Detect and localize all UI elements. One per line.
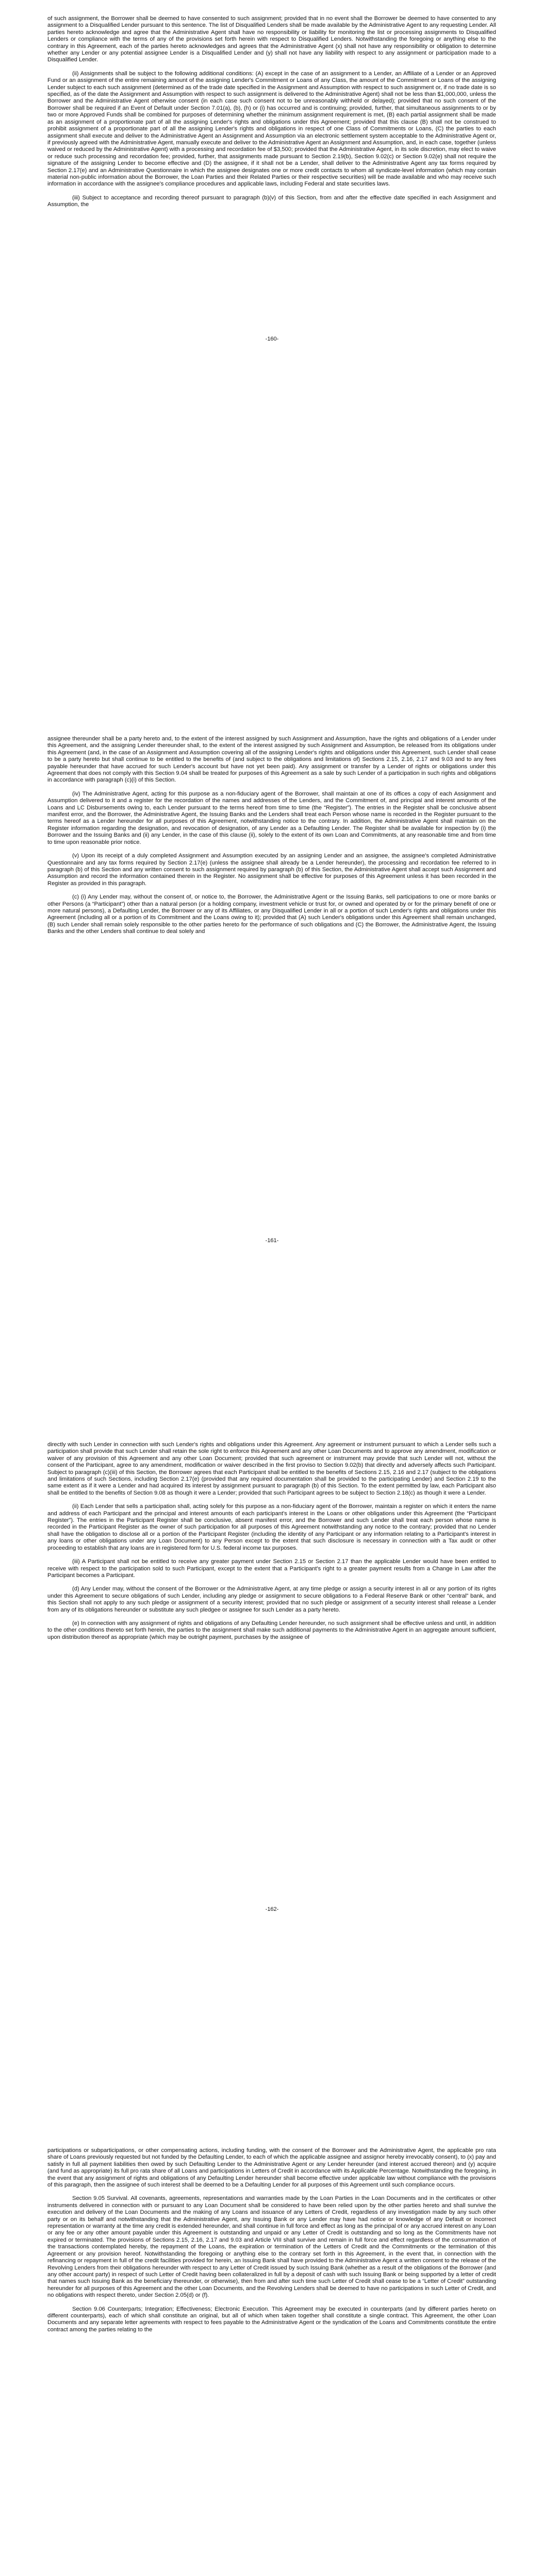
document-page	[0, 2128, 544, 2576]
paragraph: (c) (i) Any Lender may, without the consent of, or notice to, the Borrower, the Administrative Agent or the Issuing Banks, sell participations to one or more banks or other Persons (a “Participant”) other than a natural person (or a holding company, investment vehicle or trust for, or owned and operated by or for the primary benefit of one or more natural persons), a Defaulting Lender, the Borrower or any of its Affiliates, or any Disqualified Lender in all or a portion of such Lender's rights and obligations under this Agreement (including all or a portion of its Commitment and the Loans owing to it); provided that (A) such Lender's obligations under this Agreement shall remain unchanged, (B) such Lender shall remain solely responsible to the other parties hereto for the performance of such obligations and (C) the Borrower, the Administrative Agent, the Issuing Banks and the other Lenders shall continue to deal solely and	[47, 894, 496, 935]
paragraph: (ii) Each Lender that sells a participation shall, acting solely for this purpose as a non-fiduciary agent of the Borrower, maintain a register on which it enters the name and address of each Participant and the principal and interest amounts of each participant's interest in the Loans or other obligations under this Agreement (the “Participant Register”). The entries in the Participant Register shall be conclusive, absent manifest error, and the Borrower and such Lender shall treat each person whose name is recorded in the Participant Register as the owner of such participation for all purposes of this Agreement notwithstanding any notice to the contrary; provided that no Lender shall have the obligation to disclose all or a portion of the Participant Register (including the identity of any Participant or any information relating to a Participant's interest in any loans or other obligations under any Loan Document) to any Person except to the extent that such disclosure is necessary in connection with a Tax audit or other proceeding to establish that any loans are in registered form for U.S. federal income tax purposes.	[47, 1503, 496, 1551]
paragraph: (d) Any Lender may, without the consent of the Borrower or the Administrative Agent, at any time pledge or assign a security interest in all or any portion of its rights under this Agreement to secure obligations of such Lender, including any pledge or assignment to secure obligations to a Federal Reserve Bank or other “central” bank, and this Section shall not apply to any such pledge or assignment of a security interest; provided that no such pledge or assignment of a security interest shall release a Lender from any of its obligations hereunder or substitute any such pledgee or assignee for such Lender as a party hereto.	[47, 1586, 496, 1613]
paragraph: participations or subparticipations, or other compensating actions, including funding, with the consent of the Borrower and the Administrative Agent, the applicable pro rata share of Loans previously requested but not funded by the Defaulting Lender, to each of which the applicable assignee and assignor hereby irrevocably consent), to (x) pay and satisfy in full all payment liabilities then owed by such Defaulting Lender to the Administrative Agent or any Lender hereunder (and interest accrued thereon) and (y) acquire (and fund as appropriate) its full pro rata share of all Loans and participations in Letters of Credit in accordance with its Applicable Percentage. Notwithstanding the foregoing, in the event that any assignment of rights and obligations of any Defaulting Lender hereunder shall become effective under applicable law without compliance with the provisions of this paragraph, then the assignee of such interest shall be deemed to be a Defaulting Lender for all purposes of this Agreement until such compliance occurs.	[47, 2147, 496, 2189]
paragraph: Section 9.05 Survival. All covenants, agreements, representations and warranties made by the Loan Parties in the Loan Documents and in the certificates or other instruments delivered in connection with or pursuant to any Loan Document shall be considered to have been relied upon by the other parties hereto and shall survive the execution and delivery of the Loan Documents and the making of any Loans and issuance of any Letters of Credit, regardless of any investigation made by any such other party or on its behalf and notwithstanding that the Administrative Agent, any Issuing Bank or any Lender may have had notice or knowledge of any Default or incorrect representation or warranty at the time any credit is extended hereunder, and shall continue in full force and effect as long as the principal of or any accrued interest on any Loan or any fee or any other amount payable under this Agreement is outstanding and unpaid or any Letter of Credit is outstanding and so long as the Commitments have not expired or terminated. The provisions of Sections 2.15, 2.16, 2.17 and 9.03 and Article VIII shall survive and remain in full force and effect regardless of the consummation of the transactions contemplated hereby, the repayment of the Loans, the expiration or termination of the Letters of Credit and the Commitments or the termination of this Agreement or any provision hereof. Notwithstanding the foregoing or anything else to the contrary set forth in this Agreement, in the event that, in connection with the refinancing or repayment in full of the credit facilities provided for herein, an Issuing Bank shall have provided to the Administrative Agent a written consent to the release of the Revolving Lenders from their obligations hereunder with respect to any Letter of Credit issued by such Issuing Bank (whether as a result of the obligations of the Borrower (and any other account party) in respect of such Letter of Credit having been collateralized in full by a deposit of cash with such Issuing Bank or being supported by a letter of credit that names such Issuing Bank as the beneficiary thereunder, or otherwise), then from and after such time such Letter of Credit shall cease to be a “Letter of Credit” outstanding hereunder for all purposes of this Agreement and the other Loan Documents, and the Revolving Lenders shall be deemed to have no participations in such Letter of Credit, and no obligations with respect thereto, under Section 2.05(d) or (f).	[47, 2195, 496, 2299]
paragraph: directly with such Lender in connection with such Lender's rights and obligations under this Agreement. Any agreement or instrument pursuant to which a Lender sells such a participation shall provide that such Lender shall retain the sole right to enforce this Agreement and any other Loan Documents and to approve any amendment, modification or waiver of any provision of this Agreement and any other Loan Document; provided that such agreement or instrument may provide that such Lender will not, without the consent of the Participant, agree to any amendment, modification or waiver described in the first proviso to Section 9.02(b) that directly and adversely affects such Participant. Subject to paragraph (c)(iii) of this Section, the Borrower agrees that each Participant shall be entitled to the benefits of Sections 2.15, 2.16 and 2.17 (subject to the obligations and limitations of such Sections, including Section 2.17(e) (provided that any required documentation shall be provided to the participating Lender) and Section 2.19 to the same extent as if it were a Lender and had acquired its interest by assignment pursuant to paragraph (b) of this Section. To the extent permitted by law, each Participant also shall be entitled to the benefits of Section 9.08 as though it were a Lender; provided that such Participant agrees to be subject to Section 2.18(c) as though it were a Lender.	[47, 1442, 496, 1496]
page-number: -162-	[265, 1906, 279, 1912]
paragraph: (iii) A Participant shall not be entitled to receive any greater payment under Section 2.15 or Section 2.17 than the applicable Lender would have been entitled to receive with respect to the participation sold to such Participant, except to the extent that a Participant's right to a greater payment results from a Change in Law after the Participant becomes a Participant.	[47, 1558, 496, 1579]
paragraph: Section 9.06 Counterparts; Integration; Effectiveness; Electronic Execution. This Agreement may be executed in counterparts (and by different parties hereto on different counterparts), each of which shall constitute an original, but all of which when taken together shall constitute a single contract. This Agreement, the other Loan Documents and any separate letter agreements with respect to fees payable to the Administrative Agent or the syndication of the Loans and Commitments constitute the entire contract among the parties relating to the	[47, 2306, 496, 2333]
paragraph: assignee thereunder shall be a party hereto and, to the extent of the interest assigned by such Assignment and Assumption, have the rights and obligations of a Lender under this Agreement, and the assigning Lender thereunder shall, to the extent of the interest assigned by such Assignment and Assumption, be released from its obligations under this Agreement (and, in the case of an Assignment and Assumption covering all of the assigning Lender's rights and obligations under this Agreement, such Lender shall cease to be a party hereto but shall continue to be entitled to the benefits of (and subject to the obligations and limitations of) Sections 2.15, 2.16, 2.17 and 9.03 and to any fees payable hereunder that have accrued for such Lender's account but have not yet been paid). Any assignment or transfer by a Lender of rights or obligations under this Agreement that does not comply with this Section 9.04 shall be treated for purposes of this Agreement as a sale by such Lender of a participation in such rights and obligations in accordance with paragraph (c)(i) of this Section.	[47, 736, 496, 784]
page-body	[47, 2147, 496, 2340]
paragraph: of such assignment, the Borrower shall be deemed to have consented to such assignment; provided that in no event shall the Borrower be deemed to have consented to any assignment to a Disqualified Lender pursuant to this sentence. The list of Disqualified Lenders shall be made available by the Administrative Agent to any requesting Lender. All parties hereto acknowledge and agree that the Administrative Agent shall have no responsibility or liability for monitoring the list or processing assignments to Disqualified Lenders or compliance with the terms of any of the provisions set forth herein with respect to Disqualified Lenders. Notwithstanding the foregoing or anything else to the contrary in this Agreement, each of the parties hereto acknowledges and agrees that the Administrative Agent (x) shall not have any responsibility or obligation to determine whether any Lender or any potential assignee Lender is a Disqualified Lender and (y) shall not have any liability with respect to any assignment or participation made to a Disqualified Lender.	[47, 15, 496, 63]
page-body	[47, 1442, 496, 1648]
page-number: -160-	[265, 336, 279, 342]
page-body	[47, 15, 496, 215]
document-page	[0, 1422, 544, 2128]
paragraph: (iv) The Administrative Agent, acting for this purpose as a non-fiduciary agent of the Borrower, shall maintain at one of its offices a copy of each Assignment and Assumption delivered to it and a register for the recordation of the names and addresses of the Lenders, and the Commitment of, and principal and interest amounts of the Loans and LC Disbursements owing to, each Lender pursuant to the terms hereof from time to time (the “Register”). The entries in the Register shall be conclusive absent manifest error, and the Borrower, the Administrative Agent, the Issuing Banks and the Lenders shall treat each Person whose name is recorded in the Register pursuant to the terms hereof as a Lender hereunder for all purposes of this Agreement, notwithstanding notice to the contrary. In addition, the Administrative Agent shall maintain on the Register information regarding the designation, and revocation of designation, of any Lender as a Defaulting Lender. The Register shall be available for inspection by (i) the Borrower and the Issuing Banks and (ii) any Lender, in the case of this clause (ii), solely to the extent of its own Loan and Commitments, at any reasonable time and from time to time upon reasonable prior notice.	[47, 790, 496, 845]
page-body	[47, 736, 496, 942]
paragraph: (e) In connection with any assignment of rights and obligations of any Defaulting Lender hereunder, no such assignment shall be effective unless and until, in addition to the other conditions thereto set forth herein, the parties to the assignment shall make such additional payments to the Administrative Agent in an aggregate amount sufficient, upon distribution thereof as appropriate (which may be outright payment, purchases by the assignee of	[47, 1620, 496, 1640]
paragraph: (v) Upon its receipt of a duly completed Assignment and Assumption executed by an assigning Lender and an assignee, the assignee's completed Administrative Questionnaire and any tax forms required by Section 2.17(e) (unless the assignee shall already be a Lender hereunder), the processing and recordation fee referred to in paragraph (b) of this Section and any written consent to such assignment required by paragraph (b) of this Section, the Administrative Agent shall accept such Assignment and Assumption and record the information contained therein in the Register. No assignment shall be effective for purposes of this Agreement unless it has been recorded in the Register as provided in this paragraph.	[47, 853, 496, 887]
document-page	[0, 716, 544, 1422]
paragraph: (iii) Subject to acceptance and recording thereof pursuant to paragraph (b)(v) of this Section, from and after the effective date specified in each Assignment and Assumption, the	[47, 194, 496, 208]
document-page	[0, 0, 544, 716]
paragraph: (ii) Assignments shall be subject to the following additional conditions: (A) except in the case of an assignment to a Lender, an Affiliate of a Lender or an Approved Fund or an assignment of the entire remaining amount of the assigning Lender's Commitment or Loans of any Class, the amount of the Commitment or Loans of the assigning Lender subject to each such assignment (determined as of the trade date specified in the Assignment and Assumption with respect to such assignment or, if no trade date is so specified, as of the date the Assignment and Assumption with respect to such assignment is delivered to the Administrative Agent) shall not be less than $1,000,000, unless the Borrower and the Administrative Agent otherwise consent (in each case such consent not to be unreasonably withheld or delayed); provided that no such consent of the Borrower shall be required if an Event of Default under Section 7.01(a), (b), (h) or (i) has occurred and is continuing; provided, further, that simultaneous assignments to or by two or more Approved Funds shall be combined for purposes of determining whether the minimum assignment requirement is met, (B) each partial assignment shall be made as an assignment of a proportionate part of all the assigning Lender's rights and obligations under this Agreement; provided that this clause (B) shall not be construed to prohibit assignment of a proportionate part of all the assigning Lender's rights and obligations in respect of one Class of Commitments or Loans, (C) the parties to each assignment shall execute and deliver to the Administrative Agent an Assignment and Assumption via an electronic settlement system acceptable to the Administrative Agent or, if previously agreed with the Administrative Agent, manually execute and deliver to the Administrative Agent an Assignment and Assumption, and, in each case, together (unless waived or reduced by the Administrative Agent) with a processing and recordation fee of $3,500; provided that the Administrative Agent, in its sole discretion, may elect to waive or reduce such processing and recordation fee; provided, further, that assignments made pursuant to Section 2.19(b), Section 9.02(c) or Section 9.02(e) shall not require the signature of the assigning Lender to become effective and (D) the assignee, if it shall not be a Lender, shall deliver to the Administrative Agent any tax forms required by Section 2.17(e) and an Administrative Questionnaire in which the assignee designates one or more credit contacts to whom all syndicate-level information (which may contain material non-public information about the Borrower, the Loan Parties and their Related Parties or their respective securities) will be made available and who may receive such information in accordance with the assignee's compliance procedures and applicable laws, including Federal and state securities laws.	[47, 70, 496, 188]
page-number: -161-	[265, 1238, 279, 1244]
